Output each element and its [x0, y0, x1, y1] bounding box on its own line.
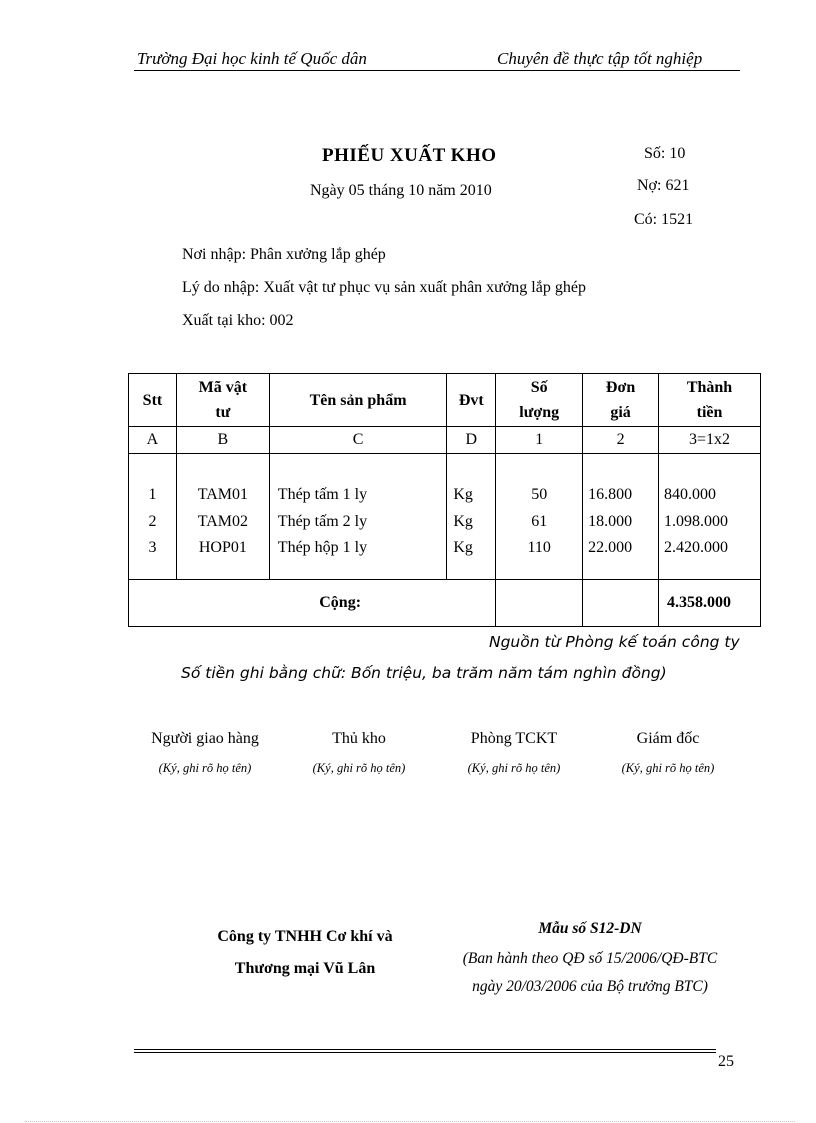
column-code: B — [176, 427, 269, 454]
table-row-unit-price: 16.800 — [588, 486, 633, 503]
col-header-quantity: Số lượng — [496, 374, 583, 427]
table-header-row — [129, 374, 761, 427]
total-empty-cell — [583, 580, 659, 627]
table-row-product: Thép tấm 1 ly — [277, 486, 368, 503]
table-row-code: TAM01 — [197, 486, 248, 503]
slip-number: Số: 10 — [644, 145, 686, 162]
table-row-unit: Kg — [453, 539, 473, 556]
table-body — [129, 454, 761, 580]
column-code: A — [129, 427, 177, 454]
table-row-stt: 2 — [148, 512, 157, 530]
page-edge — [25, 1121, 795, 1122]
signature-storekeeper: Thủ kho (Ký, ghi rõ họ tên) — [312, 730, 406, 775]
column-code-row — [129, 427, 761, 454]
footer-rule-top — [134, 1049, 716, 1050]
table-row-amount: 840.000 — [664, 486, 717, 503]
col-header-unit: Đvt — [447, 374, 496, 427]
header-underline — [134, 70, 740, 71]
issue-slip-table — [128, 373, 761, 627]
table-row-product: Thép hộp 1 ly — [277, 539, 368, 556]
total-row — [129, 580, 761, 627]
total-label: Cộng: — [129, 580, 496, 627]
destination-line: Nơi nhập: Phân xưởng lắp ghép — [182, 246, 386, 263]
table-row-unit-price: 22.000 — [588, 539, 633, 556]
table-row-unit-price: 18.000 — [588, 512, 633, 530]
amount-cell — [659, 454, 761, 580]
table-row-product: Thép tấm 2 ly — [277, 512, 368, 530]
amount-in-words: Số tiền ghi bằng chữ: Bốn triệu, ba trăm năm tám nghìn đồng) — [181, 664, 667, 682]
total-value: 4.358.000 — [659, 580, 761, 627]
slip-title: PHIẾU XUẤT KHO — [322, 145, 497, 166]
form-template-info — [430, 921, 750, 996]
form-decree: (Ban hành theo QĐ số 15/2006/QĐ-BTC — [462, 950, 718, 967]
col-header-product: Tên sản phẩm — [269, 374, 447, 427]
table-row-code: TAM02 — [197, 512, 248, 530]
slip-date: Ngày 05 tháng 10 năm 2010 — [310, 182, 492, 199]
table-row-unit: Kg — [453, 486, 473, 503]
table-row-unit: Kg — [453, 512, 473, 530]
signature-accounting: Phòng TCKT (Ký, ghi rõ họ tên) — [467, 730, 561, 775]
form-code: Mẫu số S12-DN — [538, 920, 642, 937]
column-code: 1 — [496, 427, 583, 454]
table-row-stt: 1 — [148, 486, 157, 503]
code-cell — [176, 454, 269, 580]
source-note: Nguồn từ Phòng kế toán công ty — [489, 633, 740, 651]
company-name: Công ty TNHH Cơ khí và Thương mại Vũ Lân — [217, 928, 393, 977]
table-row-amount: 2.420.000 — [664, 539, 729, 556]
signature-deliverer: Người giao hàng (Ký, ghi rõ họ tên) — [151, 730, 259, 775]
reason-line: Lý do nhập: Xuất vật tư phục vụ sản xuất phân xưởng lắp ghép — [182, 279, 586, 296]
form-date: ngày 20/03/2006 của Bộ trưởng BTC) — [472, 978, 708, 995]
signature-director: Giám đốc (Ký, ghi rõ họ tên) — [621, 730, 715, 775]
column-code: 3=1x2 — [659, 427, 761, 454]
header-school: Trường Đại học kinh tế Quốc dân — [137, 49, 367, 68]
debit-account: Nợ: 621 — [637, 177, 690, 194]
column-code: C — [269, 427, 447, 454]
table-row-amount: 1.098.000 — [664, 512, 729, 530]
table-row-quantity: 50 — [531, 486, 548, 503]
col-header-unit-price: Đơn giá — [583, 374, 659, 427]
table-row-quantity: 61 — [531, 512, 548, 530]
column-code: 2 — [583, 427, 659, 454]
unit-price-cell — [583, 454, 659, 580]
total-empty-cell — [496, 580, 583, 627]
table-row-code: HOP01 — [198, 539, 247, 556]
col-header-stt: Stt — [129, 374, 177, 427]
quantity-cell — [496, 454, 583, 580]
unit-cell — [447, 454, 496, 580]
footer-rule-bottom — [134, 1052, 716, 1053]
stt-cell — [129, 454, 177, 580]
col-header-amount: Thành tiền — [659, 374, 761, 427]
table-row-stt: 3 — [148, 539, 157, 556]
page-number: 25 — [718, 1053, 734, 1070]
col-header-code: Mã vật tư — [176, 374, 269, 427]
table-row-quantity: 110 — [527, 539, 551, 556]
credit-account: Có: 1521 — [634, 211, 694, 228]
header-thesis: Chuyên đề thực tập tốt nghiệp — [497, 49, 703, 68]
column-code: D — [447, 427, 496, 454]
product-cell — [269, 454, 447, 580]
warehouse-line: Xuất tại kho: 002 — [182, 312, 294, 329]
